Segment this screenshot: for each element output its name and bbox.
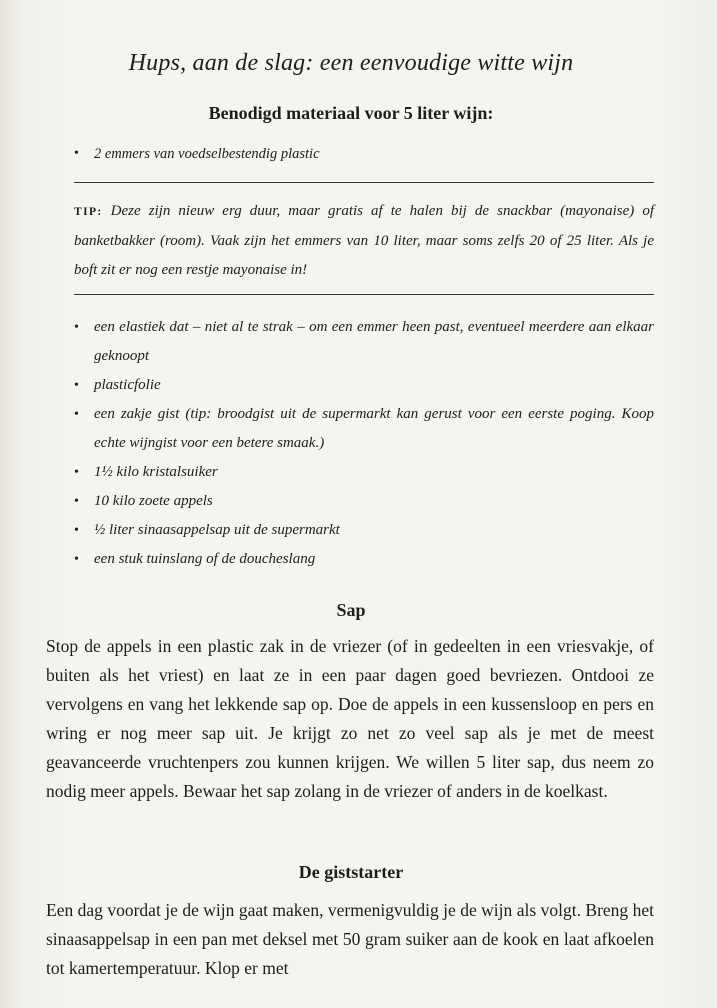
paragraph-sap: Stop de appels in een plastic zak in de vriezer (of in gedeelten in een vriesvakje, of buiten als het vriest) en laat ze in een paar dagen goed bevriezen. Ontdooi ze vervolgens en vang het lekkende sap op. Doe de appels in een kussensloop en pers en wring er nog meer sap uit. Je krijgt zo net zo veel sap als je met de meest geavanceerde vruchtenpers zou kunnen krijgen. We willen 5 liter sap, dus neem zo nodig meer appels. Bewaar het sap zolang in de vriezer of anders in de koelkast.: [46, 636, 654, 801]
list-item: [74, 458, 654, 487]
list-item: [74, 146, 717, 163]
bullet-icon: •: [74, 552, 79, 567]
list-item-text: een zakje gist (tip: broodgist uit de supermarkt kan gerust voor een eerste poging. Koop echte wijngist voor een betere smaak.): [94, 406, 654, 451]
bullet-icon: •: [74, 146, 79, 161]
list-item: [74, 516, 654, 545]
list-item-text: 10 kilo zoete appels: [94, 493, 213, 509]
list-item-text: ½ liter sinaasappelsap uit de supermarkt: [94, 522, 340, 538]
bullet-icon: •: [74, 407, 79, 422]
bullet-icon: •: [74, 494, 79, 509]
divider: [74, 294, 654, 295]
bullet-icon: •: [74, 320, 79, 335]
bullet-icon: •: [74, 523, 79, 538]
bullet-icon: •: [74, 465, 79, 480]
list-item: [74, 545, 654, 574]
list-item-text: plasticfolie: [94, 377, 161, 393]
page-title: Hups, aan de slag: een eenvoudige witte wijn: [128, 50, 574, 76]
list-item-text: 1½ kilo kristalsuiker: [94, 464, 218, 480]
list-item: [74, 313, 654, 371]
list-item: [74, 487, 654, 516]
tip-box: [74, 197, 654, 285]
materials-heading: Benodigd materiaal voor 5 liter wijn:: [208, 103, 494, 123]
tip-text: Deze zijn nieuw erg duur, maar gratis af te halen bij de snackbar (mayonaise) of banketbakker (room). Vaak zijn het emmers van 10 liter, maar soms zelfs 20 of 25 liter. Als je boft zit er nog een restje mayonaise in!: [74, 203, 654, 278]
section-heading-sap: Sap: [336, 600, 366, 620]
list-item: [74, 400, 654, 458]
paragraph-giststarter: Een dag voordat je de wijn gaat maken, vermenigvuldig je de wijn als volgt. Breng het sinaasappelsap in een pan met deksel met 50 gram suiker aan de kook en laat afkoelen tot kamertemperatuur. Klop er met: [46, 900, 654, 978]
materials-list: [74, 313, 654, 574]
bullet-icon: •: [74, 378, 79, 393]
list-item: [74, 371, 654, 400]
section-heading-giststarter: De giststarter: [298, 862, 404, 882]
list-item-text: 2 emmers van voedselbestendig plastic: [94, 146, 320, 162]
list-item-text: een elastiek dat – niet al te strak – om een emmer heen past, eventueel meerdere aan elkaar geknoopt: [94, 319, 654, 364]
tip-label: TIP:: [74, 206, 103, 218]
list-item-text: een stuk tuinslang of de doucheslang: [94, 551, 316, 567]
divider: [74, 182, 654, 183]
